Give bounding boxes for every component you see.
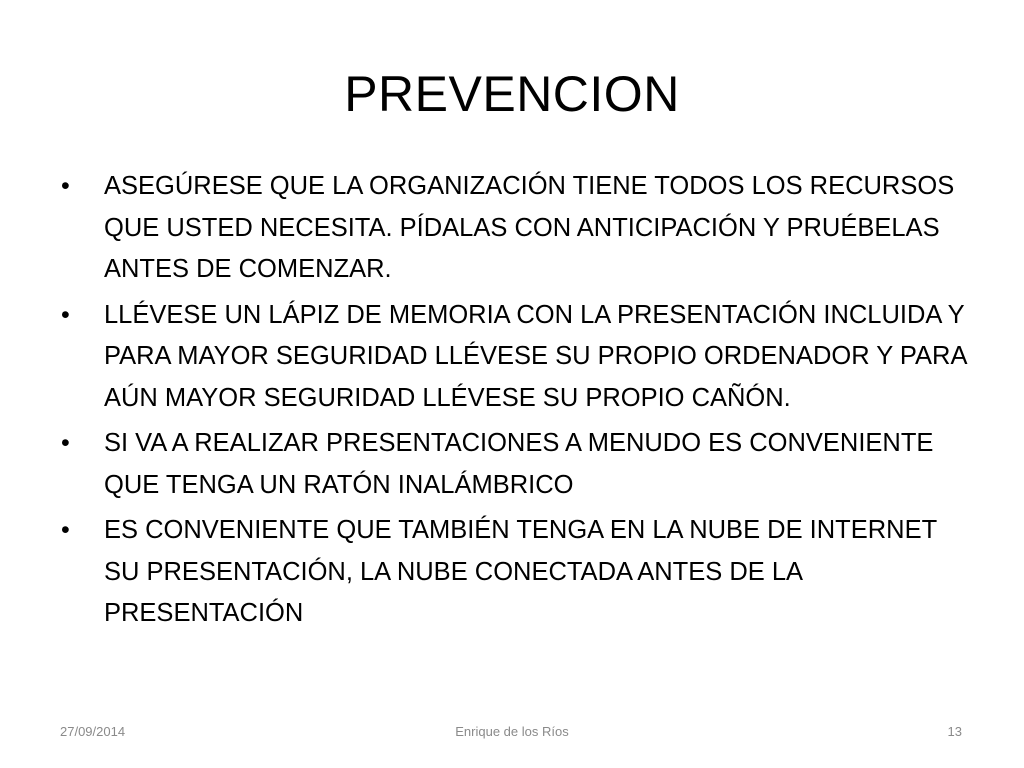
- footer-page-number: 13: [947, 724, 962, 739]
- bullet-item: [58, 295, 978, 420]
- bullet-text: LLÉVESE UN LÁPIZ DE MEMORIA CON LA PRESENTACIÓN INCLUIDA Y PARA MAYOR SEGURIDAD LLÉVESE SU PROPIO ORDENADOR Y PARA AÚN MAYOR SEGURIDAD LLÉVESE SU PROPIO CAÑÓN.: [104, 300, 967, 412]
- bullet-icon: •: [61, 516, 70, 544]
- bullet-text: SI VA A REALIZAR PRESENTACIONES A MENUDO ES CONVENIENTE QUE TENGA UN RATÓN INALÁMBRICO: [104, 429, 934, 499]
- bullet-item: [58, 510, 978, 635]
- bullet-item: [58, 423, 978, 506]
- bullet-text: ES CONVENIENTE QUE TAMBIÉN TENGA EN LA NUBE DE INTERNET SU PRESENTACIÓN, LA NUBE CONECTADA ANTES DE LA PRESENTACIÓN: [104, 516, 937, 627]
- bullet-icon: •: [61, 172, 70, 200]
- bullet-list: [58, 166, 978, 639]
- bullet-item: [58, 166, 978, 291]
- bullet-icon: •: [61, 300, 70, 329]
- footer-author: Enrique de los Ríos: [455, 724, 569, 739]
- slide-title: PREVENCION: [344, 66, 680, 122]
- bullet-icon: •: [61, 429, 70, 457]
- bullet-text: ASEGÚRESE QUE LA ORGANIZACIÓN TIENE TODOS LOS RECURSOS QUE USTED NECESITA. PÍDALAS CON ANTICIPACIÓN Y PRUÉBELAS ANTES DE COMENZAR.: [104, 172, 955, 283]
- footer-date: 27/09/2014: [60, 724, 126, 739]
